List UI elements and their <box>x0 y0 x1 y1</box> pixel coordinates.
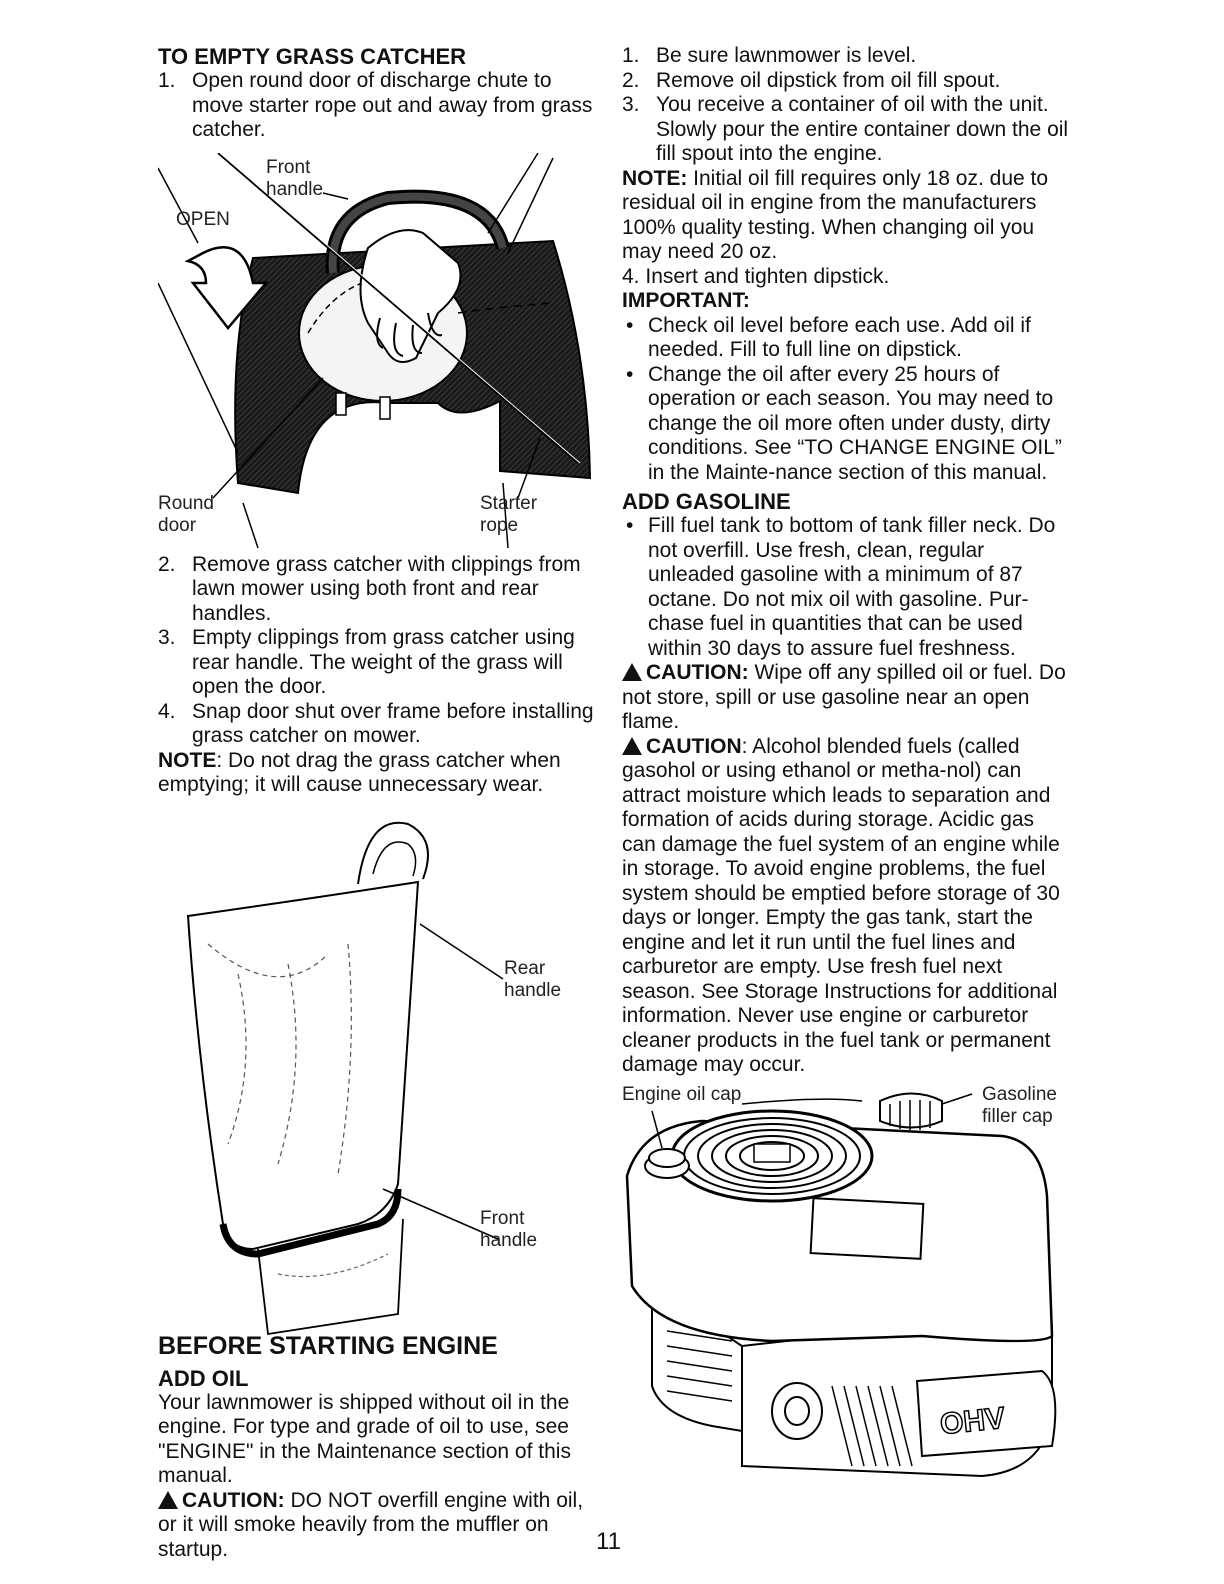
important-label: IMPORTANT: <box>622 289 750 312</box>
heading-add-oil: ADD OIL <box>158 1365 249 1391</box>
list-item: 1. Open round door of discharge chute to move starter rope out and away from grass catcher. <box>158 69 593 141</box>
label-gasoline-filler-cap: Gasoline filler cap <box>982 1083 1057 1127</box>
steps-empty-a <box>158 69 598 143</box>
heading-empty-grass-catcher: TO EMPTY GRASS CATCHER <box>158 44 467 69</box>
label-rear-handle: Rear handle <box>504 957 562 1001</box>
important-list <box>622 314 1070 486</box>
figure-engine <box>622 1083 1070 1486</box>
warning-triangle-icon <box>158 1491 178 1509</box>
label-front-handle-bag: Front handle <box>480 1207 538 1251</box>
figure-round-door <box>158 153 598 551</box>
caution-spill: CAUTION: Wipe off any spilled oil or fuel. Do not store, spill or use gasoline near an open flame. <box>622 661 1066 733</box>
add-oil-text: Your lawnmower is shipped without oil in the engine. For type and grade of oil to use, see "ENGINE" in the Maintenance section of this manual. <box>158 1390 571 1487</box>
label-engine-oil-cap: Engine oil cap <box>622 1083 742 1105</box>
list-item: 3. Empty clippings from grass catcher using rear handle. The weight of the grass will open the door. <box>158 626 575 698</box>
gasoline-list <box>622 514 1070 661</box>
grass-catcher-illustration <box>158 804 598 1344</box>
label-open: OPEN <box>176 208 230 230</box>
caution-alcohol: CAUTION: Alcohol blended fuels (called gasohol or using ethanol or metha-nol) can attract moisture which leads to separation and formation of acids during storage. Acidic gas can damage the fuel system of an engine while in storage. To avoid engine problems, the fuel system should be emptied before storage of 30 days or longer. Empty the gas tank, start the engine and let it run until the fuel lines and carburetor are empty. Use fresh fuel next season. See Storage Instructions for additional information. Never use engine or carburetor cleaner products in the fuel tank or permanent damage may occur. <box>622 734 1060 1076</box>
label-starter-rope: Starter rope <box>480 492 538 536</box>
label-round-door: Round door <box>158 492 214 536</box>
list-item: 3. You receive a container of oil with the unit. Slowly pour the entire container down the oil fill spout into the engine. <box>622 93 1069 165</box>
note-drag: NOTE: Do not drag the grass catcher when emptying; it will cause unnecessary wear. <box>158 748 561 796</box>
warning-triangle-icon <box>622 663 642 681</box>
list-item: • Change the oil after every 25 hours of operation or each season. You may need to change the oil more often under dusty, dirty conditions. See “TO CHANGE ENGINE OIL” in the Mainte-nance section of this manual. <box>626 362 1062 484</box>
steps-oil <box>622 44 1070 167</box>
list-item: 4. Snap door shut over frame before installing grass catcher on mower. <box>158 699 594 747</box>
list-item: 1. Be sure lawnmower is level. <box>622 44 917 67</box>
heading-before-starting-engine: BEFORE STARTING ENGINE <box>158 1331 498 1360</box>
list-item: • Fill fuel tank to bottom of tank filler neck. Do not overfill. Use fresh, clean, regular unleaded gasoline with a minimum of 87 octane. Do not mix oil with gasoline. Pur-chase fuel in quantities that can be used within 30 days to assure fuel freshness. <box>626 514 1056 660</box>
label-front-handle: Front handle <box>266 156 324 200</box>
left-column <box>158 44 598 1562</box>
list-item: 2. Remove grass catcher with clippings from lawn mower using both front and rear handles. <box>158 552 581 625</box>
heading-add-gasoline: ADD GASOLINE <box>622 489 791 514</box>
page-number: 11 <box>596 1528 621 1555</box>
step-4-dipstick: 4. Insert and tighten dipstick. <box>622 264 890 288</box>
note-initial-oil: NOTE: Initial oil fill requires only 18 oz. due to residual oil in engine from the manufacturers 100% quality testing. When changing oil you may need 20 oz. <box>622 166 1049 263</box>
right-column <box>622 44 1070 1486</box>
figure-grass-catcher <box>158 804 598 1344</box>
list-item: 2. Remove oil dipstick from oil fill spout. <box>622 68 1001 92</box>
list-item: • Check oil level before each use. Add oil if needed. Fill to full line on dipstick. <box>626 313 1031 361</box>
caution-overfill: CAUTION: DO NOT overfill engine with oil, or it will smoke heavily from the muffler on startup. <box>158 1488 584 1561</box>
warning-triangle-icon <box>622 737 642 755</box>
ohv-label: OHV <box>938 1401 1007 1441</box>
engine-illustration <box>622 1083 1070 1486</box>
steps-empty-b <box>158 553 598 749</box>
